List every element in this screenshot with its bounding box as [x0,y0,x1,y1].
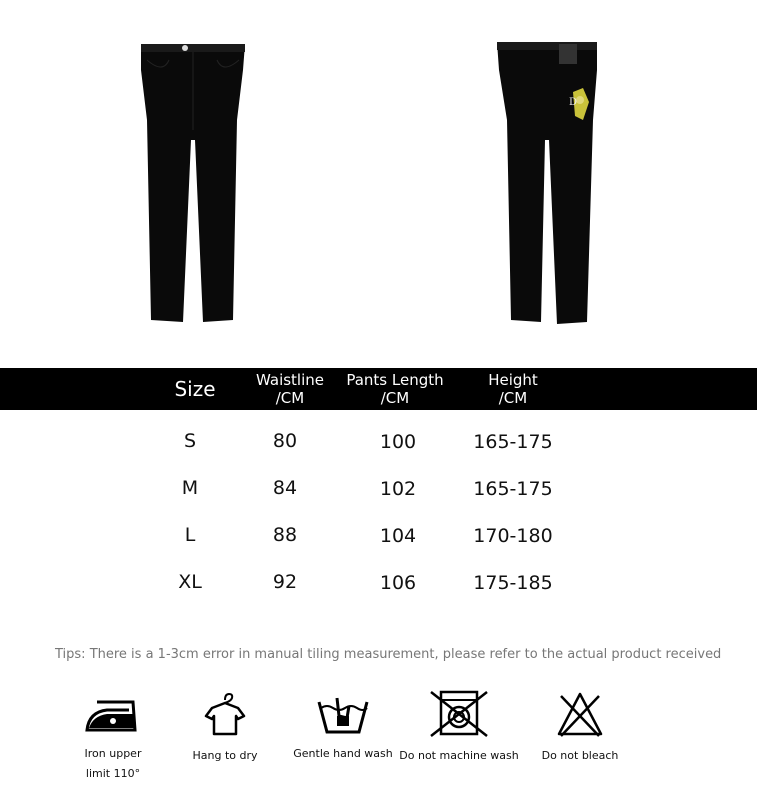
care-no-machine-wash [394,690,524,766]
row-l-length: 104 [379,525,417,547]
header-pants-length-unit: /CM [380,389,410,407]
row-m-length: 102 [379,478,417,500]
row-l-waist: 88 [272,524,298,546]
row-s-waist: 80 [272,430,298,452]
hanger-shirt-icon [202,690,248,738]
header-height-unit: /CM [498,389,528,407]
row-xl-size: XL [178,571,202,593]
care-hang [160,690,290,766]
header-waistline [240,368,340,410]
hand-wash-icon [315,690,371,736]
row-s-size: S [183,430,197,452]
pants-front-image [133,30,253,330]
care-iron-label [48,744,178,784]
row-xl-waist: 92 [272,571,298,593]
no-machine-wash-icon [429,690,489,738]
care-hang-label: Hang to dry [192,749,258,762]
care-hand-wash-label: Gentle hand wash [293,747,393,760]
row-s-length: 100 [379,431,417,453]
pants-back-image [485,30,605,330]
care-hand-wash [278,690,408,764]
header-pants-length-label: Pants Length [346,371,444,389]
header-waistline-label: Waistline [256,371,324,389]
care-no-bleach [515,690,645,766]
care-iron [48,690,178,784]
header-size: Size [174,377,216,401]
svg-text:D: D [569,97,578,108]
header-height [463,368,563,410]
no-bleach-icon [555,690,605,738]
care-no-bleach-label: Do not bleach [541,749,619,762]
row-xl-height: 175-185 [473,572,553,594]
row-m-size: M [181,477,199,499]
row-m-waist: 84 [272,477,298,499]
row-l-size: L [184,524,196,546]
row-m-height: 165-175 [473,478,553,500]
row-s-height: 165-175 [473,431,553,453]
header-height-label: Height [488,371,538,389]
iron-icon [83,690,143,736]
row-xl-length: 106 [379,572,417,594]
header-waistline-unit: /CM [275,389,305,407]
care-iron-label-line2: limit 110° [85,767,141,780]
row-l-height: 170-180 [473,525,553,547]
header-pants-length [335,368,455,410]
measurement-tips: Tips: There is a 1-3cm error in manual tiling measurement, please refer to the actual product received [55,647,722,662]
care-iron-label-line1: Iron upper [84,747,142,760]
care-no-machine-wash-label: Do not machine wash [399,749,519,762]
